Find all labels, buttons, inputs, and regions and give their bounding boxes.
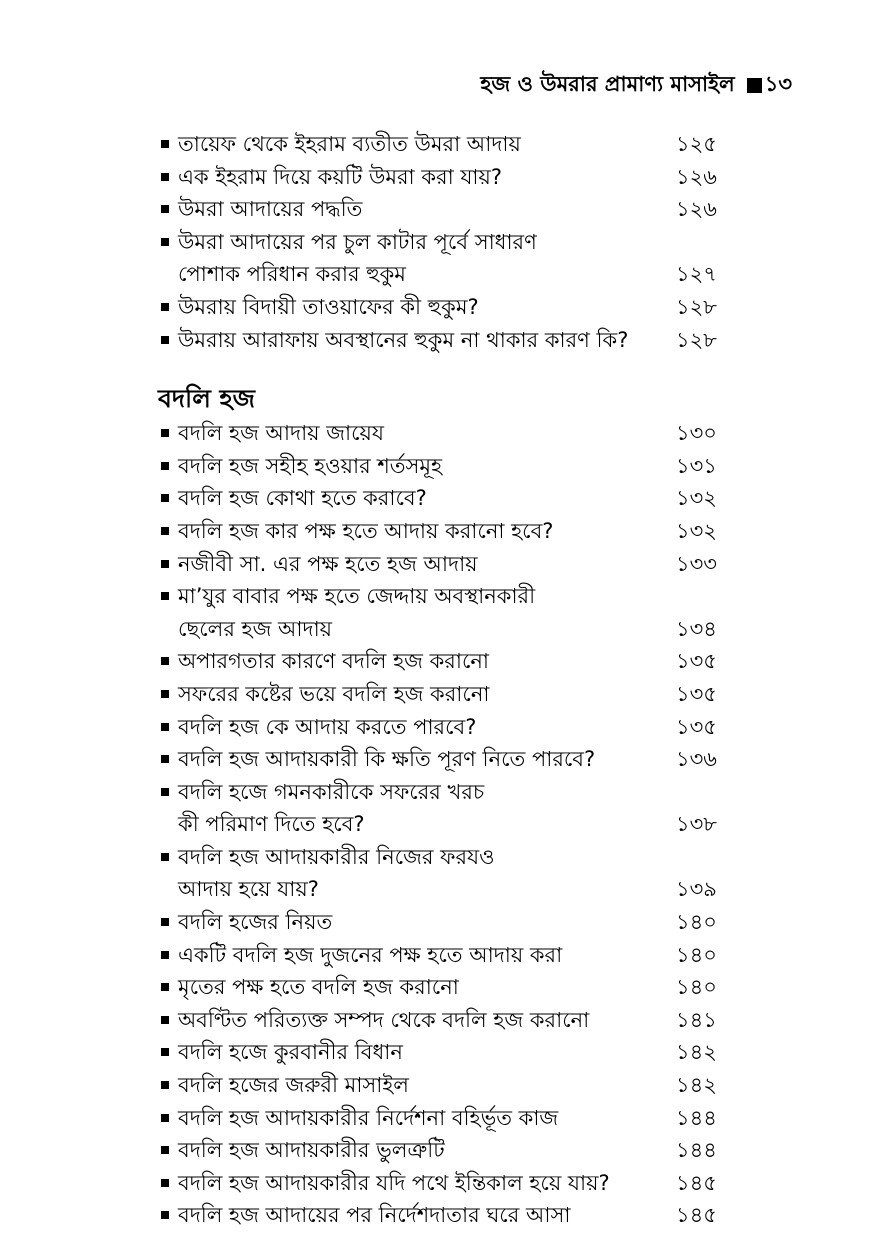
square-bullet-icon (158, 841, 178, 874)
toc-entry-title: বদলি হজে গমনকারীকে সফরের খরচ কী পরিমাণ দিতে হবে? (178, 779, 485, 837)
toc-entry-title: বদলি হজ আদায়কারীর নিজের ফরযও আদায় হয়ে যায়? (178, 844, 495, 902)
toc-entry-title: অবণ্টিত পরিত্যক্ত সম্পদ থেকে বদলি হজ করানো (178, 1007, 590, 1032)
toc-entry-title: উমরা আদায়ের পর চুল কাটার পূর্বে সাধারণ পোশাক পরিধান করার হুকুম (178, 229, 537, 287)
toc-entry-title: একটি বদলি হজ দুজনের পক্ষ হতে আদায় করা (178, 942, 563, 967)
square-bullet-icon (158, 291, 178, 324)
square-bullet-icon (158, 1134, 178, 1167)
toc-entry-page: ১৪৫ (676, 1203, 717, 1228)
toc-entry (158, 1134, 718, 1167)
square-bullet-icon (158, 161, 178, 194)
toc-entry-page: ১৪০ (676, 910, 717, 935)
toc-entry (158, 482, 718, 515)
square-bullet-icon (158, 548, 178, 581)
toc-entry (158, 1102, 718, 1135)
square-bullet-icon (158, 417, 178, 450)
toc-entry-page: ১৩৩ (676, 551, 717, 576)
toc-entry-page: ১৩০ (676, 421, 717, 446)
square-bullet-icon (158, 450, 178, 483)
toc-entry (158, 450, 718, 483)
square-bullet-icon (158, 776, 178, 809)
toc-entry (158, 193, 718, 226)
toc-entry (158, 906, 718, 939)
toc-entry-page: ১৪৪ (676, 1105, 717, 1130)
toc-entry-page: ১৪৫ (676, 1170, 717, 1195)
toc-entry (158, 645, 718, 678)
square-bullet-icon (158, 1102, 178, 1135)
square-bullet-icon (158, 580, 178, 613)
toc-entry (158, 1036, 718, 1069)
toc-entry-page: ১৪১ (676, 1007, 717, 1032)
square-bullet-icon (158, 678, 178, 711)
toc-entry (158, 776, 718, 841)
toc-entry (158, 678, 718, 711)
toc-entry (158, 548, 718, 581)
square-bullet-icon (158, 1069, 178, 1102)
toc-entry-title: এক ইহরাম দিয়ে কয়টি উমরা করা যায়? (178, 164, 503, 189)
square-bullet-icon (158, 193, 178, 226)
toc-entry-title: সফরের কষ্টের ভয়ে বদলি হজ করানো (178, 681, 490, 706)
toc-entry-title: বদলি হজের নিয়ত (178, 910, 333, 935)
toc-entry-title: মৃতের পক্ষ হতে বদলি হজ করানো (178, 975, 459, 1000)
toc-entry-page: ১২৮ (676, 294, 717, 319)
toc-entry-title: বদলি হজ আদায় জায়েয (178, 421, 384, 446)
toc-entry-page: ১২৬ (676, 164, 717, 189)
table-of-contents (158, 128, 718, 1232)
toc-entry (158, 580, 718, 645)
square-bullet-icon (158, 971, 178, 1004)
section-heading: বদলি হজ (158, 384, 256, 414)
toc-entry-title: বদলি হজ কোথা হতে করাবে? (178, 486, 427, 511)
toc-entry-title: মা’যুর বাবার পক্ষ হতে জেদ্দায় অবস্থানকারী ছেলের হজ আদায় (178, 584, 536, 641)
toc-entry-page: ১৩২ (676, 518, 717, 543)
toc-entry-page: ১২৮ (676, 327, 717, 352)
toc-entry (158, 515, 718, 548)
toc-entry-title: অপারগতার কারণে বদলি হজ করানো (178, 649, 490, 674)
toc-entry-page: ১৩৫ (676, 649, 717, 674)
toc-entry-page: ১৩৫ (676, 714, 717, 739)
square-ornament-icon (747, 78, 762, 93)
toc-entry-page: ১৩৫ (676, 681, 717, 706)
toc-entry (158, 743, 718, 776)
toc-entry (158, 161, 718, 194)
toc-entry-title: বদলি হজ আদায়ের পর নির্দেশদাতার ঘরে আসা (178, 1203, 571, 1228)
toc-group-badli-hajj (158, 417, 718, 1232)
square-bullet-icon (158, 226, 178, 259)
square-bullet-icon (158, 482, 178, 515)
square-bullet-icon (158, 1167, 178, 1200)
toc-entry (158, 128, 718, 161)
square-bullet-icon (158, 324, 178, 357)
toc-entry-page: ১৪৪ (676, 1138, 717, 1163)
toc-entry-title: বদলি হজ কে আদায় করতে পারবে? (178, 714, 477, 739)
toc-entry-title: বদলি হজের জরুরী মাসাইল (178, 1073, 409, 1098)
toc-entry-page: ১৩৬ (676, 747, 717, 772)
toc-entry (158, 226, 718, 291)
toc-entry (158, 939, 718, 972)
square-bullet-icon (158, 128, 178, 161)
toc-entry-title: বদলি হজ আদায়কারী কি ক্ষতি পূরণ নিতে পারবে? (178, 747, 596, 772)
toc-entry-title: উমরায় বিদায়ী তাওয়াফের কী হুকুম? (178, 294, 479, 319)
toc-entry-title: বদলি হজে কুরবানীর বিধান (178, 1040, 403, 1065)
toc-entry-title: উমরায় আরাফায় অবস্থানের হুকুম না থাকার কারণ কি? (178, 327, 629, 352)
square-bullet-icon (158, 645, 178, 678)
toc-entry-title: বদলি হজ আদায়কারীর যদি পথে ইন্তিকাল হয়ে যায়? (178, 1170, 610, 1195)
toc-entry-page: ১৩১ (676, 453, 717, 478)
square-bullet-icon (158, 711, 178, 744)
running-head-title: হজ ও উমরার প্রামাণ্য মাসাইল (480, 72, 735, 96)
square-bullet-icon (158, 906, 178, 939)
toc-entry (158, 841, 718, 906)
toc-entry (158, 1004, 718, 1037)
toc-entry-title: নজীবী সা. এর পক্ষ হতে হজ আদায় (178, 551, 478, 576)
toc-entry-page: ১৩২ (676, 486, 717, 511)
toc-entry-page: ১২৭ (676, 262, 717, 287)
toc-entry-title: বদলি হজ আদায়কারীর নির্দেশনা বহির্ভূত কাজ (178, 1105, 559, 1130)
toc-entry-page: ১৩৮ (676, 812, 717, 837)
toc-entry-page: ১৩৪ (676, 616, 717, 641)
square-bullet-icon (158, 1036, 178, 1069)
toc-entry (158, 1167, 718, 1200)
toc-entry-page: ১৪২ (676, 1073, 717, 1098)
square-bullet-icon (158, 1004, 178, 1037)
toc-entry-page: ১৪০ (676, 942, 717, 967)
running-head (480, 68, 792, 103)
square-bullet-icon (158, 515, 178, 548)
toc-entry (158, 1199, 718, 1232)
toc-entry (158, 291, 718, 324)
toc-entry (158, 1069, 718, 1102)
square-bullet-icon (158, 743, 178, 776)
toc-entry (158, 324, 718, 357)
toc-entry-title: বদলি হজ কার পক্ষ হতে আদায় করানো হবে? (178, 518, 554, 543)
toc-entry-page: ১৩৯ (676, 877, 717, 902)
toc-entry-title: বদলি হজ আদায়কারীর ভুলত্রুটি (178, 1138, 445, 1163)
toc-entry (158, 711, 718, 744)
square-bullet-icon (158, 939, 178, 972)
toc-entry-title: তায়েফ থেকে ইহরাম ব্যতীত উমরা আদায় (178, 132, 521, 156)
toc-group-umrah (158, 128, 718, 356)
toc-entry-page: ১২৬ (676, 197, 717, 222)
toc-entry-page: ১২৫ (676, 132, 717, 156)
toc-entry (158, 971, 718, 1004)
toc-entry-title: উমরা আদায়ের পদ্ধতি (178, 197, 363, 222)
toc-entry-title: বদলি হজ সহীহ হওয়ার শর্তসমূহ (178, 453, 443, 478)
square-bullet-icon (158, 1199, 178, 1232)
page-number: ১৩ (764, 72, 792, 96)
toc-entry-page: ১৪০ (676, 975, 717, 1000)
toc-entry-page: ১৪২ (676, 1040, 717, 1065)
toc-entry (158, 417, 718, 450)
